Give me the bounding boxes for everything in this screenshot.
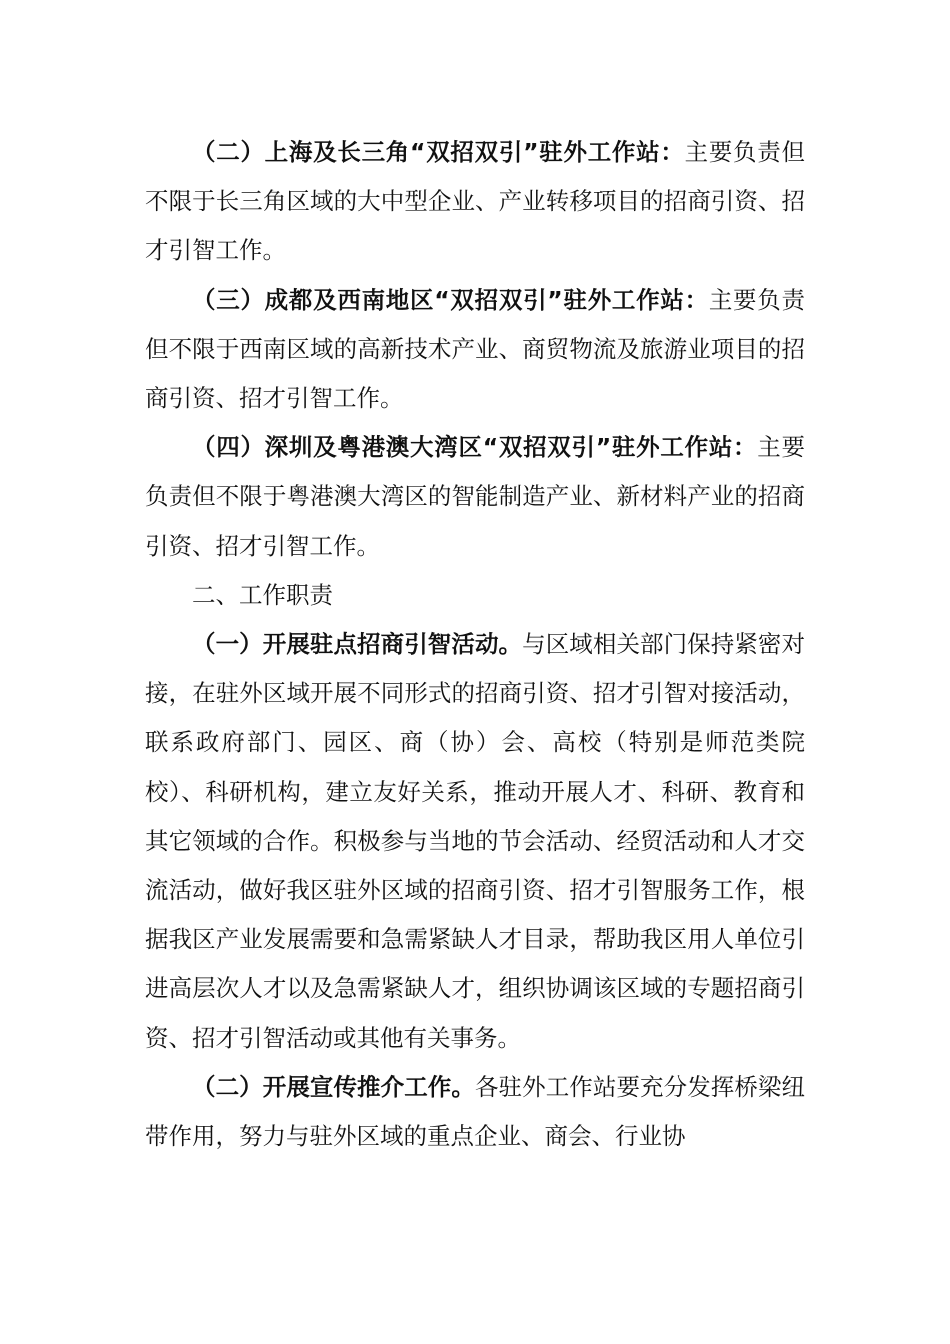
section-heading: 二、工作职责 [192, 580, 333, 609]
paragraph-duty-publicity [145, 1063, 805, 1161]
paragraph-body: 主要负责但不限于西南区域的高新技术产业、商贸物流及旅游业项目的招商引资、招才引智工作。 [145, 285, 806, 413]
paragraph-shanghai-station [145, 128, 805, 276]
paragraph-lead: （二）开展宣传推介工作。 [192, 1072, 475, 1101]
paragraph-body: 主要负责但不限于长三角区域的大中型企业、产业转移项目的招商引资、招才引智工作。 [145, 138, 806, 265]
paragraph-lead: （四）深圳及粤港澳大湾区“双招双引”驻外工作站： [192, 433, 758, 462]
paragraph-lead: （三）成都及西南地区“双招双引”驻外工作站： [192, 285, 709, 314]
paragraph-body: 各驻外工作站要充分发挥桥梁纽带作用，努力与驻外区域的重点企业、商会、行业协 [145, 1072, 806, 1151]
paragraph-duty-investment [145, 620, 805, 1063]
paragraph-lead: （一）开展驻点招商引智活动。 [192, 630, 523, 659]
document-page [145, 128, 805, 1161]
paragraph-chengdu-station [145, 276, 805, 424]
paragraph-body: 主要负责但不限于粤港澳大湾区的智能制造产业、新材料产业的招商引资、招才引智工作。 [145, 433, 806, 560]
paragraph-body: 与区域相关部门保持紧密对接，在驻外区域开展不同形式的招商引资、招才引智对接活动，联系政府部门、园区、商（协）会、高校（特别是师范类院校）、科研机构，建立友好关系，推动开展人才、科研、教育和其它领域的合作。积极参与当地的节会活动、经贸活动和人才交流活动，做好我区驻外区域的招商引资、招才引智服务工作，根据我区产业发展需要和急需紧缺人才目录，帮助我区用人单位引进高层次人才以及急需紧缺人才，组织协调该区域的专题招商引资、招才引智活动或其他有关事务。 [145, 630, 806, 1052]
paragraph-lead: （二）上海及长三角“双招双引”驻外工作站： [192, 138, 685, 166]
paragraph-shenzhen-station [145, 423, 805, 571]
